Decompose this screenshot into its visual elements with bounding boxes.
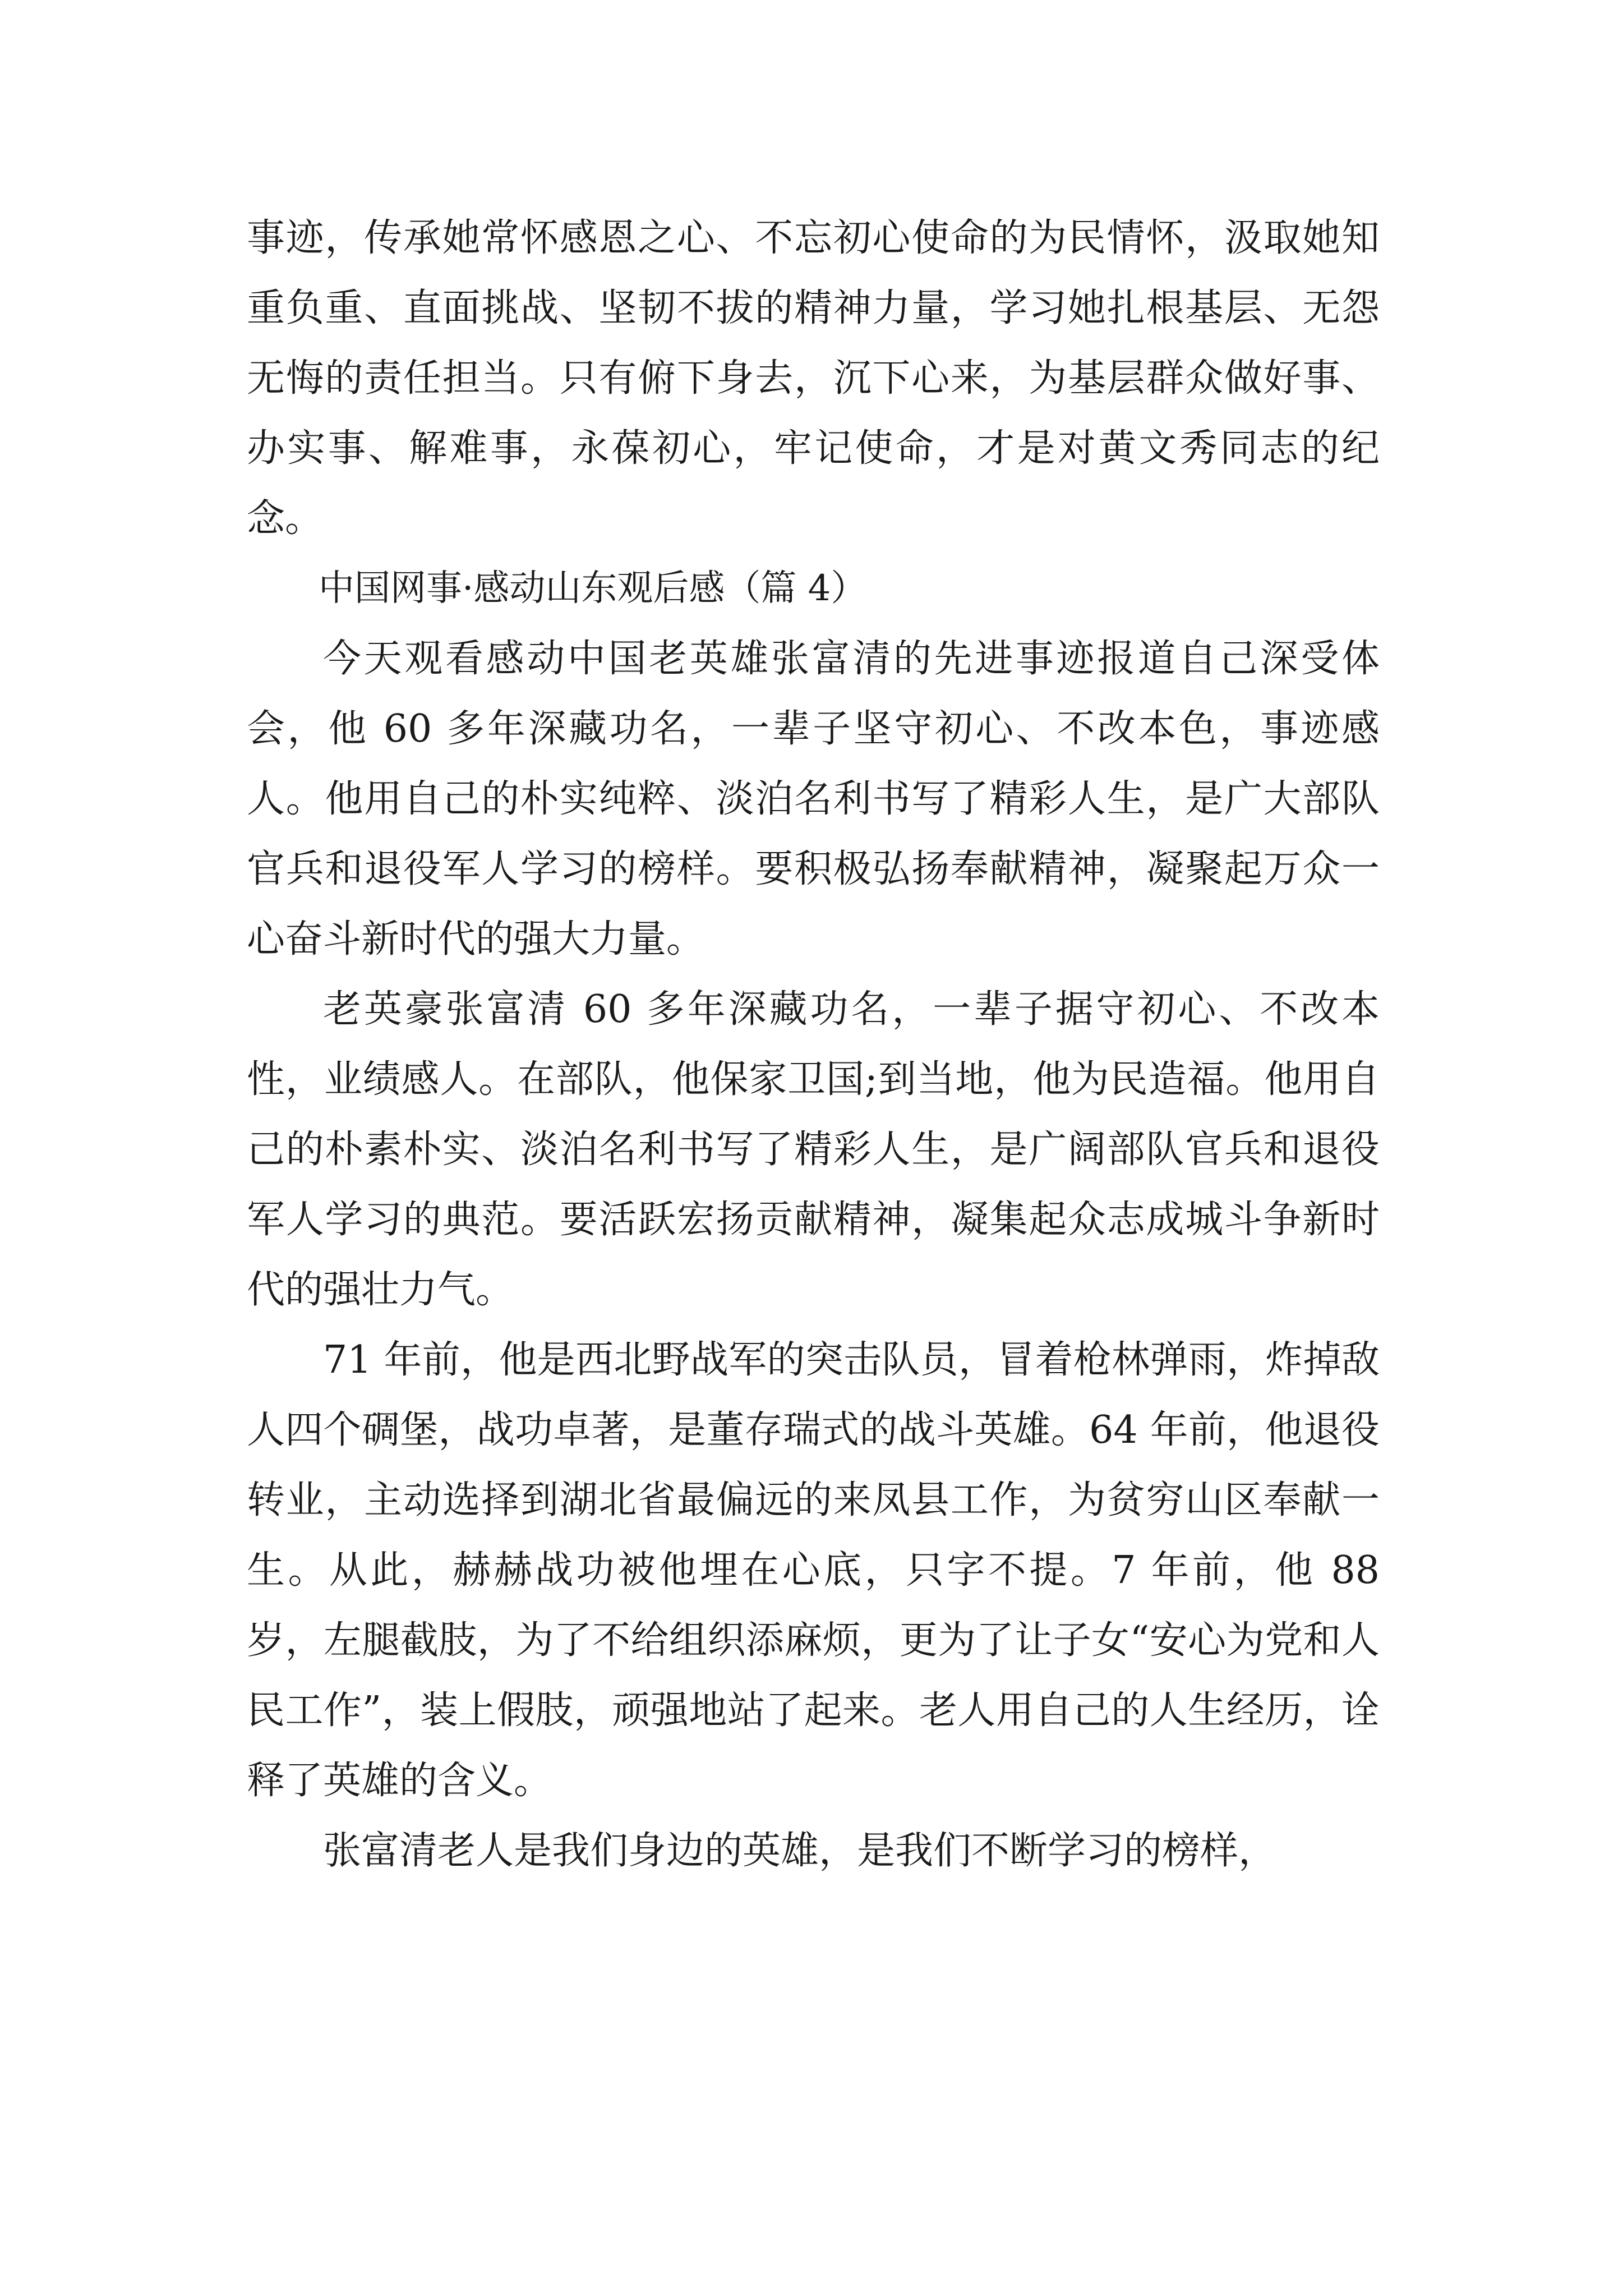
document-body [247, 203, 1380, 1886]
paragraph: 今天观看感动中国老英雄张富清的先进事迹报道自己深受体会，他 60 多年深藏功名，一辈子坚守初心、不改本色，事迹感人。他用自己的朴实纯粹、淡泊名利书写了精彩人生，是广大部队官兵和退役军人学习的榜样。要积极弘扬奉献精神，凝聚起万众一心奋斗新时代的强大力量。 [247, 637, 1380, 961]
paragraph: 71 年前，他是西北野战军的突击队员，冒着枪林弹雨，炸掉敌人四个碉堡，战功卓著，是董存瑞式的战斗英雄。64 年前，他退役转业，主动选择到湖北省最偏远的来凤县工作，为贫穷山区奉献一生。从此，赫赫战功被他埋在心底，只字不提。7 年前，他 88 岁，左腿截肢，为了不给组织添麻烦，更为了让子女“安心为党和人民工作”，装上假肢，顽强地站了起来。老人用自己的人生经历，诠释了英雄的含义。 [247, 1338, 1380, 1803]
paragraph: 老英豪张富清 60 多年深藏功名，一辈子据守初心、不改本性，业绩感人。在部队，他保家卫国;到当地，他为民造福。他用自己的朴素朴实、淡泊名利书写了精彩人生，是广阔部队官兵和退役军人学习的典范。要活跃宏扬贡献精神，凝集起众志成城斗争新时代的强壮力气。 [247, 987, 1380, 1312]
paragraph: 张富清老人是我们身边的英雄，是我们不断学习的榜样， [323, 1829, 1277, 1873]
section-heading: 中国网事·感动山东观后感（篇 4） [319, 568, 867, 609]
paragraph-continued: 事迹，传承她常怀感恩之心、不忘初心使命的为民情怀，汲取她知重负重、直面挑战、坚韧不拔的精神力量，学习她扎根基层、无怨无悔的责任担当。只有俯下身去，沉下心来，为基层群众做好事、办实事、解难事，永葆初心，牢记使命，才是对黄文秀同志的纪念。 [247, 216, 1380, 541]
